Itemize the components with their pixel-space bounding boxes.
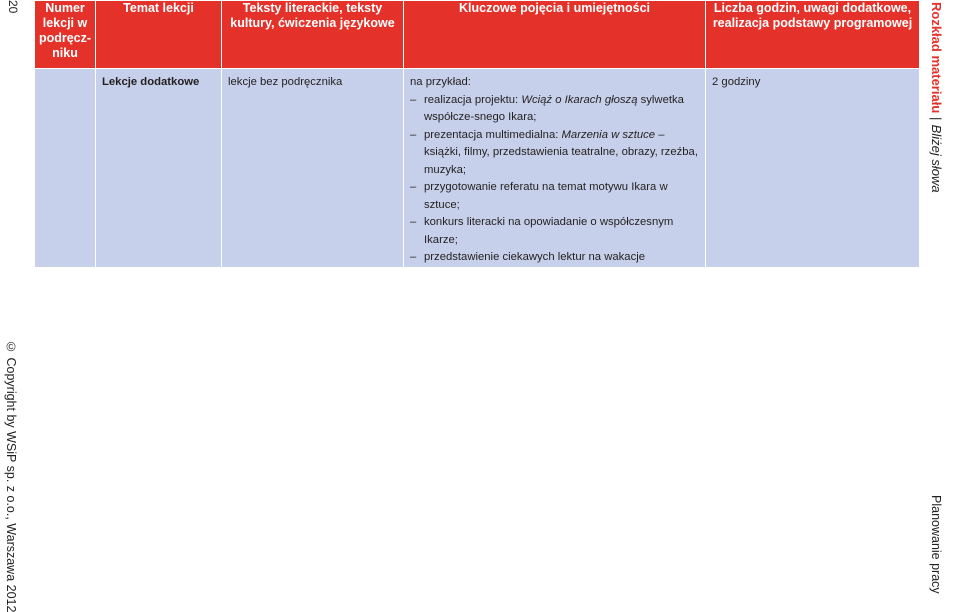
cell-lesson-topic: Lekcje dodatkowe [96, 69, 222, 268]
side-running-header [929, 0, 953, 593]
list-item: – przygotowanie referatu na temat motywu Ikara w sztuce; [410, 179, 699, 214]
list-item: – konkurs literacki na opowiadanie o współczesnym Ikarze; [410, 214, 699, 249]
header-lesson-number: Numer lekcji w podręcz-niku [35, 1, 96, 69]
section-title: Rozkład materiału [929, 2, 944, 114]
cell-concepts [404, 69, 706, 268]
header-texts: Teksty literackie, teksty kultury, ćwiczenia językowe [222, 1, 404, 69]
list-item: – realizacja projektu: Wciąż o Ikarach głoszą sylwetka współcze-snego Ikara; [410, 92, 699, 127]
running-header-top [929, 2, 944, 193]
page-number: 20 [6, 0, 20, 14]
cell-texts: lekcje bez podręcznika [222, 69, 404, 268]
concepts-intro: na przykład: [410, 76, 471, 88]
list-item: – przedstawienie ciekawych lektur na wakacje [410, 249, 699, 267]
cell-hours: 2 godziny [706, 69, 920, 268]
header-hours: Liczba godzin, uwagi dodatkowe, realizacja podstawy programowej [706, 1, 920, 69]
book-title: Bliżej słowa [929, 124, 944, 193]
separator: | [929, 117, 944, 121]
lesson-plan-table [34, 0, 920, 268]
table-row [35, 69, 920, 268]
copyright-notice: © Copyright by WSiP sp. z o.o., Warszawa 2012 [4, 340, 18, 612]
table-header-row [35, 1, 920, 69]
cell-lesson-number [35, 69, 96, 268]
list-item: – prezentacja multimedialna: Marzenia w sztuce – książki, filmy, przedstawienia teatralne, obrazy, rzeźba, muzyka; [410, 127, 699, 180]
header-lesson-topic: Temat lekcji [96, 1, 222, 69]
concepts-list [410, 92, 699, 267]
header-concepts: Kluczowe pojęcia i umiejętności [404, 1, 706, 69]
running-header-bottom: Planowanie pracy [929, 495, 943, 594]
